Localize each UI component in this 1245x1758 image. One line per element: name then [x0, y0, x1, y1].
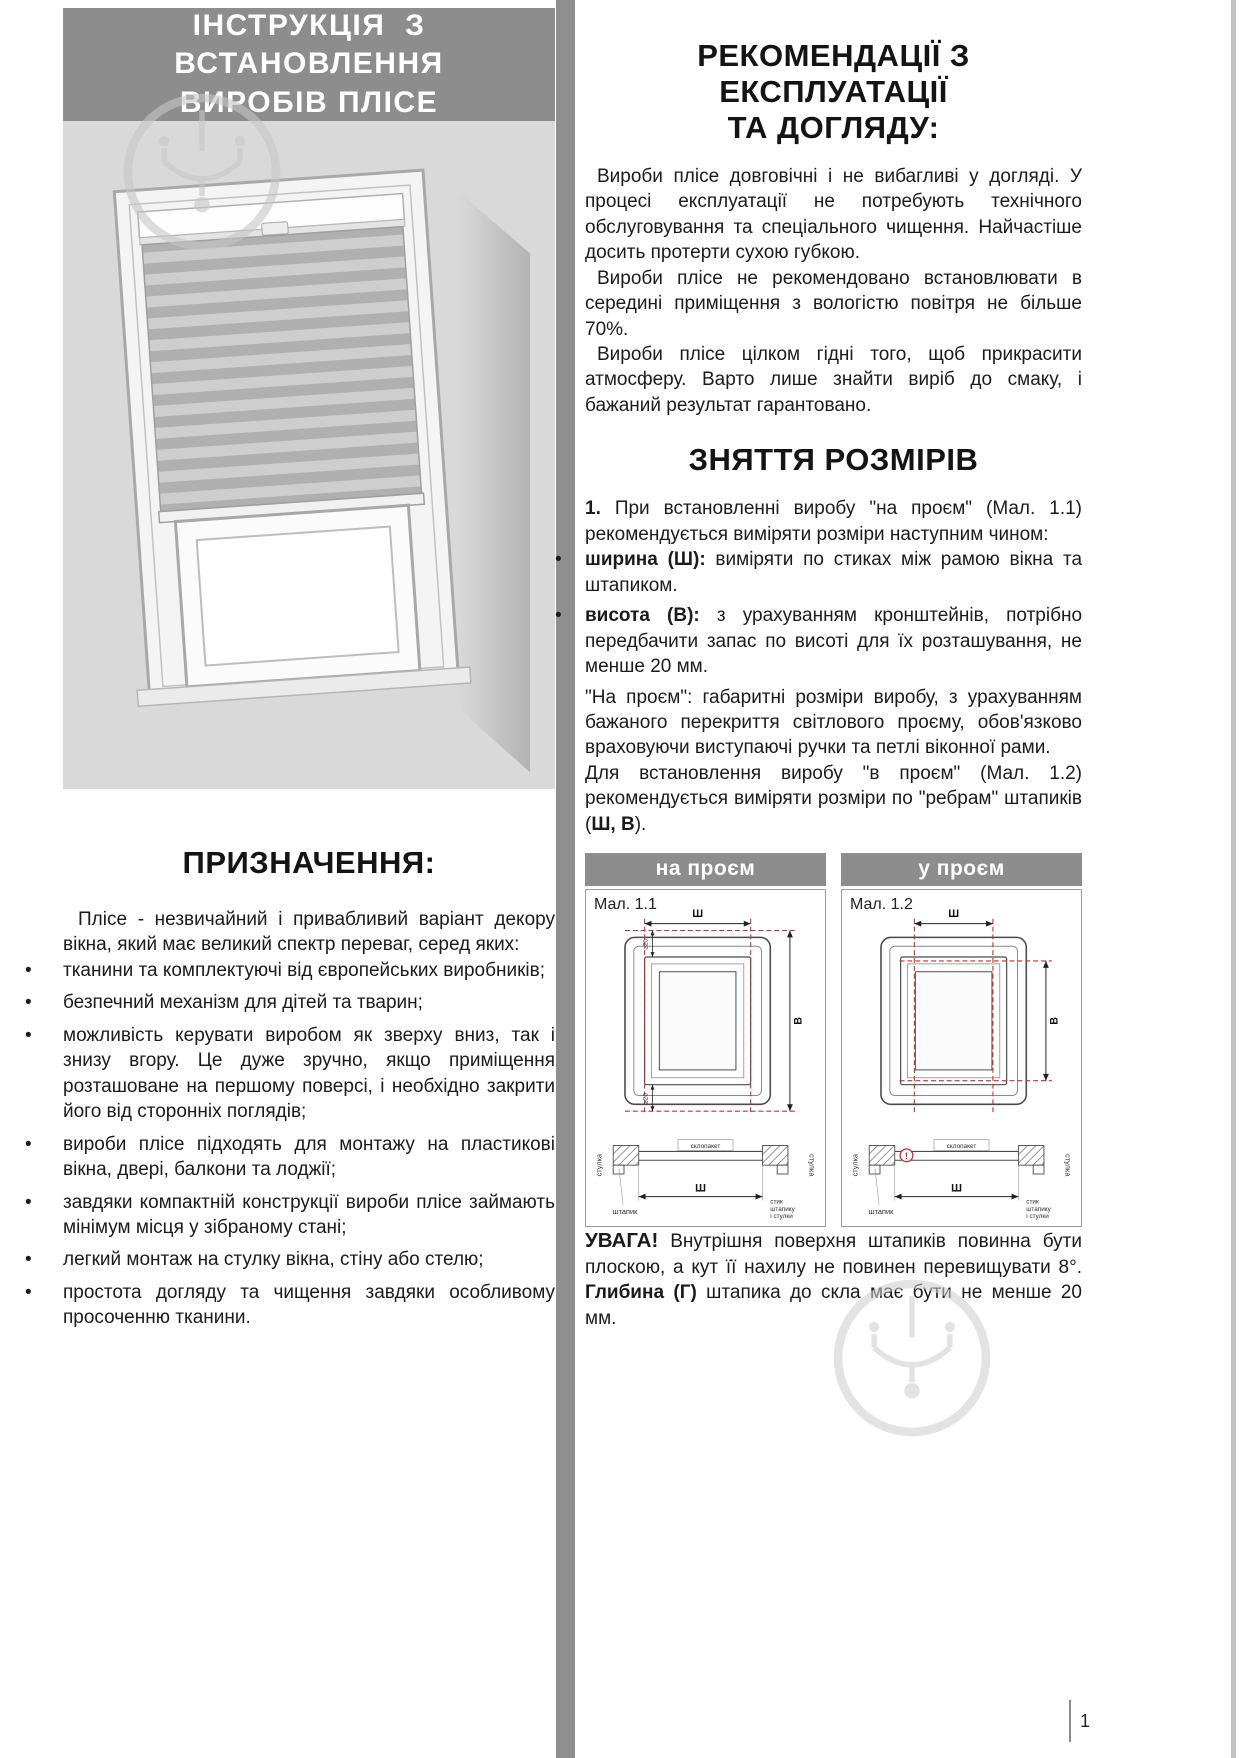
attention-text-2: штапика до скла має бути не менше 20 мм.	[585, 1282, 1083, 1329]
care-paragraph-3: Вироби плісе цілком гідні того, щоб прикрасити атмосферу. Варто лише знайти виріб до смаку, і бажаний результат гарантовано.	[585, 344, 1082, 416]
attention-depth-term: Глибина (Г)	[585, 1282, 697, 1304]
height-definition: з урахуванням кронштейнів, потрібно передбачити запас по висоті для їх розташування, не менше 20 мм.	[585, 605, 1083, 678]
height-label: В	[792, 1017, 805, 1026]
installation-title-line2: ВИРОБІВ ПЛІСЕ	[179, 85, 439, 119]
min20-top-label: ≥20	[642, 939, 650, 950]
window-glass	[197, 527, 399, 666]
width-bottom-label: Ш	[951, 1182, 963, 1195]
width-bottom-label: Ш	[695, 1182, 707, 1195]
list-item: • легкий монтаж на стулку вікна, стіну або стелю;	[63, 1247, 555, 1272]
attention-text-1: Внутрішня поверхня штапиків повинна бути плоскою, а кут її нахилу не повинен перевищувати 8°.	[585, 1231, 1082, 1278]
width-term: ширина (Ш):	[585, 549, 706, 571]
diagram-na-proem-box	[585, 889, 826, 1227]
list-item-height	[585, 603, 1082, 679]
care-paragraph-1: Вироби плісе довговічні і не вибагливі у догляді. У процесі експлуатації не потребують технічного обслуговування та спеціального чищення. Найчастіше досить протерти сухою губкою.	[585, 165, 1082, 264]
list-item: • вироби плісе підходять для монтажу на пластикові вікна, двері, балкони та лоджії;	[63, 1132, 555, 1183]
diagram-na-proem-header: на проєм	[585, 853, 826, 886]
sash-left-label: стулка	[850, 1154, 860, 1177]
diagram-u-proem	[841, 853, 1082, 1227]
bead-label: штапик	[868, 1207, 894, 1217]
measuring-heading: ЗНЯТТЯ РОЗМІРІВ	[688, 442, 979, 478]
joint-label-line1: стик	[1026, 1198, 1039, 1206]
joint-label-line3: і стулки	[770, 1213, 793, 1221]
list-item-width	[585, 547, 1082, 598]
note-v-proem-dims: Ш, В	[591, 813, 635, 835]
column-divider	[556, 0, 575, 1758]
width-dimension-arrow	[645, 921, 751, 927]
glazing-label: склопакет	[946, 1143, 977, 1151]
list-item: • тканини та комплектуючі від європейських виробників;	[63, 958, 555, 983]
page-number-divider	[1069, 1700, 1071, 1742]
height-label: В	[1048, 1017, 1061, 1026]
attention-label: УВАГА!	[585, 1229, 659, 1253]
window-frame	[625, 938, 770, 1105]
window-illustration-drawing	[63, 121, 555, 789]
measuring-diagrams	[585, 853, 1082, 1227]
purpose-intro: Плісе - незвичайний і привабливий варіант декору вікна, який має великий спектр переваг, серед яких:	[63, 909, 555, 956]
diagram-na-proem	[585, 853, 826, 1227]
height-term: висота (В):	[585, 605, 700, 627]
care-paragraph-2: Вироби плісе не рекомендовано встановлювати в середині приміщення з вологістю повітря не більше 70%.	[585, 267, 1082, 340]
bead-label: штапик	[612, 1207, 638, 1217]
glazing-label: склопакет	[690, 1143, 721, 1151]
joint-label-line2: штапику	[1026, 1206, 1051, 1214]
sash-right-label: стулка	[1063, 1154, 1073, 1177]
diagram-u-proem-box	[841, 889, 1082, 1227]
diagram-u-proem-header: у проєм	[841, 853, 1082, 886]
min20-bottom-label: ≥20	[642, 1093, 650, 1104]
bead-cross-section-left	[869, 1146, 895, 1166]
sash-right-label: стулка	[807, 1154, 817, 1177]
right-edge-strip	[1231, 0, 1236, 1758]
bead-cross-section-right	[1018, 1146, 1044, 1166]
attention-note	[585, 1227, 1082, 1331]
figure-label: Мал. 1.1	[594, 896, 657, 914]
note-v-proem-start: Для встановлення виробу "в проєм" (Мал. 1.2) рекомендується виміряти розміри по "ребрам" штапиків (	[585, 762, 1082, 835]
note-na-proem: "На проєм": габаритні розміри виробу, з урахуванням бажаного перекриття світлового проєму, обов'язково враховуючи виступаючі ручки та петлі віконної рами.	[585, 686, 1082, 759]
blind-top-handle	[262, 222, 289, 236]
care-heading	[585, 38, 1082, 146]
warning-mark: !	[905, 1151, 908, 1162]
purpose-section	[63, 845, 555, 1338]
list-item: • завдяки компактній конструкції вироби плісе займають мінімум місця у зібраному стані;	[63, 1190, 555, 1241]
window-with-pleated-blind	[102, 169, 470, 706]
note-v-proem	[585, 761, 1082, 837]
window-frame	[881, 938, 1026, 1105]
bead-cross-section-left	[613, 1146, 639, 1166]
measuring-step-1	[585, 496, 1082, 547]
right-column	[585, 0, 1082, 1758]
joint-label-line1: стик	[770, 1198, 783, 1206]
installation-title-line1: ІНСТРУКЦІЯ З ВСТАНОВЛЕННЯ	[174, 8, 444, 81]
width-definition: виміряти по стиках між рамою вікна та штапиком.	[585, 549, 1083, 596]
window-blind-illustration	[63, 121, 555, 789]
bead-cross-section-right	[762, 1146, 788, 1166]
installation-title-banner	[63, 8, 555, 121]
diagram-u-proem-drawing	[842, 904, 1081, 1228]
page-number-value: 1	[1080, 1710, 1091, 1731]
measuring-step-text: При встановленні виробу "на проєм" (Мал. 1.1) рекомендується виміряти розміри наступним чином:	[585, 498, 1082, 545]
purpose-heading: ПРИЗНАЧЕННЯ:	[182, 845, 436, 880]
page-number	[1069, 1700, 1090, 1742]
figure-label: Мал. 1.2	[850, 896, 913, 914]
list-item: • безпечний механізм для дітей та тварин;	[63, 990, 555, 1015]
joint-label-line2: штапику	[770, 1206, 795, 1214]
purpose-feature-list	[63, 958, 555, 1331]
list-item: • простота догляду та чищення завдяки особливому просоченню тканини.	[63, 1280, 555, 1331]
joint-label-line3: і стулки	[1026, 1213, 1049, 1221]
width-dimension-arrow	[914, 921, 993, 927]
diagram-na-proem-drawing	[586, 904, 825, 1228]
sash-left-label: стулка	[594, 1154, 604, 1177]
measuring-list	[585, 547, 1082, 679]
left-column	[63, 0, 555, 1758]
care-heading-line2: ТА ДОГЛЯДУ:	[727, 109, 940, 145]
measuring-step-number: 1.	[585, 498, 601, 520]
width-label: Ш	[692, 908, 704, 921]
niche-side-wall	[458, 192, 530, 773]
care-heading-line1: РЕКОМЕНДАЦІЇ З ЕКСПЛУАТАЦІЇ	[697, 38, 970, 109]
width-label: Ш	[948, 908, 960, 921]
note-v-proem-end: ).	[634, 813, 647, 835]
list-item: • можливість керувати виробом як зверху вниз, так і знизу вгору. Це дуже зручно, якщо приміщення розташоване на першому поверсі, і необхідно закрити його від сторонніх поглядів;	[63, 1023, 555, 1125]
pleated-fabric	[142, 227, 421, 512]
